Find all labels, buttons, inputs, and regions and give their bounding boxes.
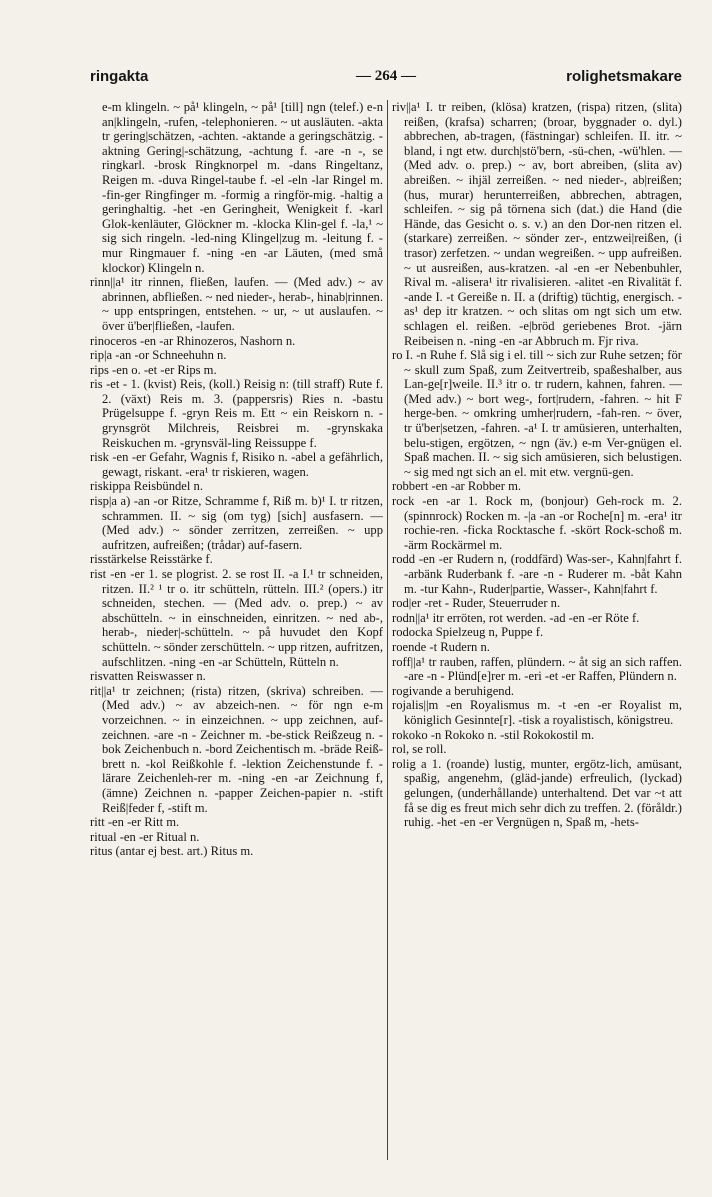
dictionary-entry: risstärkelse Reisstärke f. [90, 552, 213, 567]
dictionary-entry: roende -t Rudern n. [392, 639, 490, 654]
column-divider [387, 100, 388, 1160]
dictionary-entry: e-m klingeln. ~ på¹ klingeln, ~ på¹ [till] ngn (telef.) e-n an|klingeln, -rufen, -telephonieren. ~ ut auslӓuten. -akta tr gering|schätzen, -achten. -aktande a geringschätzig. -aktning Gering|-schätzung, -achtung f. -are -n -, se ringkarl. -brosk Ringknorpel m. -dans Ringeltanz, Reigen m. -duva Ringel-taube f. -el -eln -lar Ringel m. -fin-ger Ringfinger m. -formig a ringför-mig. -haltig a geringhaltig. -het -en Geringheit, Wenigkeit f. -karl Glok-kenläuter, Glöckner m. -klocka Klin-gel f. -la,¹ ~ sig sich ringeln. -led-ning Klingel|zug m. -leitung f. -mur Ringmauer f. -ning -en -ar Läuten, (med små klockor) Klingeln n. [102, 100, 383, 275]
left-column [90, 100, 383, 1165]
page-number: — 264 — [356, 68, 416, 84]
dictionary-entry: rip|a -an -or Schneehuhn n. [90, 348, 227, 363]
right-column [392, 100, 682, 1165]
dictionary-entry: risk -en -er Gefahr, Wagnis f, Risiko n. -abel a gefährlich, gewagt, riskant. -era¹ tr riskieren, wagen. [90, 450, 383, 479]
dictionary-entry: rodd -en -er Rudern n, (roddfärd) Was-ser-, Kahn|fahrt f. -arbänk Ruderbank f. -are -n - Ruderer m. -båt Kahn m. -tur Kahn-, Ruder|partie, Wasser-, Kahn|fahrt f. [392, 552, 682, 596]
dictionary-entry: rolig a 1. (roande) lustig, munter, ergötz-lich, amüsant, spaßig, angenehm, (gläd-jande) erfreulich, (lyckad) gelungen, (underhållande) unterhaltend. Det var ~t att få se dig es freut mich sehr dich zu treffen. 2. (föråldr.) ruhig. -het -en -er Vergnügen n, Spaß m, -hets- [392, 756, 682, 830]
dictionary-entry: rodocka Spielzeug n, Puppe f. [392, 625, 544, 640]
dictionary-entry: ritus (antar ej best. art.) Ritus m. [90, 844, 254, 859]
header-right-guide-word: rolighetsmakare [566, 68, 682, 85]
dictionary-entry: roff||a¹ tr rauben, raffen, plündern. ~ åt sig an sich raffen. -are -n - Plünd[e]rer m. -eri -et -er Raffen, Plündern n. [392, 654, 682, 684]
dictionary-entry: riskippa Reisbündel n. [90, 479, 203, 494]
dictionary-entry: ritt -en -er Ritt m. [90, 815, 180, 830]
dictionary-entry: rojalis||m -en Royalismus m. -t -en -er Royalist m, königlich Gesinnte[r]. -tisk a royalistisch, königstreu. [392, 698, 682, 727]
dictionary-entry: rod|er -ret - Ruder, Steuerruder n. [392, 596, 561, 611]
header-left-guide-word: ringakta [90, 68, 149, 85]
dictionary-entry: rol, se roll. [392, 742, 447, 757]
dictionary-entry: ro I. -n Ruhe f. Slå sig i el. till ~ sich zur Ruhe setzen; för ~ skull zum Spaß, zum Zeitvertreib, spaßeshalber, aus Lan-ge[r]weile. II.³ itr o. tr rudern, kahnen, fahren. — (Med adv.) ~ bort weg-, fort|rudern, -fahren. ~ hit F herge-ben. ~ omkring umher|rudern, -fah-ren. ~ över, tr ü'ber|setzen, -fahren. -a¹ I. tr amüsieren, unterhalten, belu-stigen, ergötzen, ~ ngn (äv.) e-m Ver-gnügen el. Spaß machen. II. ~ sig sich amüsieren, sich belustigen. ~ sig med ngt sich an el. mit etw. vergnü-gen. [392, 348, 682, 479]
dictionary-entry: rodn||a¹ itr erröten, rot werden. -ad -en -er Röte f. [392, 610, 640, 625]
dictionary-entry: rinn||a¹ itr rinnen, fließen, laufen. — (Med adv.) ~ av abrinnen, abfließen. ~ ned nieder-, herab-, hinab|rinnen. ~ upp entspringen, entstehen. ~ ur, ~ ut auslaufen. ~ över ü'ber|fließen, -laufen. [90, 275, 383, 333]
dictionary-entry: ris -et - 1. (kvist) Reis, (koll.) Reisig n: (till straff) Rute f. 2. (växt) Reis m. 3. (pappersris) Ries n. -bastu Prügelsuppe f. -gryn Reis m. Ett ~ ein Reiskorn n. -grynsgröt Milchreis, Reisbrei m. -grynskaka Reiskuchen m. -grynsväl-ling Reissuppe f. [90, 377, 383, 450]
dictionary-entry: ritual -en -er Ritual n. [90, 829, 200, 844]
page-header [90, 68, 682, 94]
dictionary-entry: risp|a a) -an -or Ritze, Schramme f, Riß m. b)¹ I. tr ritzen, schrammen. II. ~ sig (om tyg) [sich] ausfasern. — (Med adv.) ~ sönder zerritzen, zerreißen. ~ upp aufritzen, aufreißen; (trådar) auf-fasern. [90, 494, 383, 552]
dictionary-entry: rinoceros -en -ar Rhinozeros, Nashorn n. [90, 333, 296, 348]
dictionary-entry: rist -en -er 1. se plogrist. 2. se rost II. -a I.¹ tr schneiden, ritzen. II.² ¹ tr o. itr schütteln, rütteln. III.² (opers.) itr schneiden, stechen. — (Med adv. o. prep.) ~ av abschütteln. ~ in einschneiden, einritzen. ~ ned ab-, herab-, nieder|-schütteln. ~ på huvudet den Kopf schütteln. ~ sönder zerschütteln. ~ upp ritzen, aufritzen, aufschlitzen. -ning -en -ar Schütteln, Rütteln n. [90, 567, 383, 669]
dictionary-entry: rogivande a beruhigend. [392, 683, 515, 698]
dictionary-entry: rit||a¹ tr zeichnen; (rista) ritzen, (skriva) schreiben. — (Med adv.) ~ av abzeich-nen. ~ för ngn e-m vorzeichnen. ~ in einzeichnen. ~ upp zeichnen, auf-zeichnen. -are -n - Zeichner m. -be-stick Reißzeug n. -bok Zeichenbuch n. -bord Zeichentisch m. -bräde Reiß-brett n. -kol Reißkohle f. -lektion Zeichenstunde f. -lärare Zeichenleh-rer m. -ning -en -ar Zeichnung f, (ämne) Zeichnen n. -papper Zeichen-papier n. -stift Reiß|feder f, -stift m. [90, 683, 383, 815]
dictionary-entry: robbert -en -ar Robber m. [392, 479, 522, 494]
dictionary-entry: riv||a¹ I. tr reiben, (klösa) kratzen, (rispa) ritzen, (slita) reißen, (krafsa) scharren; (broar, byggnader o. dyl.) abbrechen, ab-tragen, (fästningar) schleifen. II. itr. ~ bland, i ngt etw. durch|stö'bern, -sü-chen, -wü'hlen. — (Med adv. o. prep.) ~ av, bort abreiben, (slita av) abreißen. ~ ihjäl zerreißen. ~ ned nieder-, ab|reißen; (hus, murar) herunterreißen, abbrechen, abtragen, schleifen. ~ sig på törnena sich (dat.) die Hand (die Hände, das Gesicht o. s. v.) an den Dor-nen ritzen el. (starkare) zerreißen. ~ sönder zer-, entzwei|reißen, (i trasor) zerfetzen. ~ undan wegreißen. ~ upp aufreißen. ~ ut ausreißen, aus-kratzen. -al -en -er Nebenbuhler, Rival m. -alisera¹ itr rivalisieren. -alitet -en Rivalität f. -ande I. -t Gereiße n. II. a (driftig) tüchtig, energisch. -as¹ dep itr kratzen. ~ och slitas om ngt sich um etw. schlagen el. reißen. -e|bröd geriebenes Brot. -järn Reibeisen n. -ning -en -ar Abbruch m. Fjr riva. [392, 100, 682, 348]
dictionary-entry: rips -en o. -et -er Rips m. [90, 362, 217, 377]
dictionary-entry: rock -en -ar 1. Rock m, (bonjour) Geh-rock m. 2. (spinnrock) Rocken m. -|a -an -or Roche[n] m. -era¹ itr rochie-ren. -ficka Rocktasche f. -skört Rock-schoß m. -ärm Rockärmel m. [392, 494, 682, 552]
dictionary-entry: risvatten Reiswasser n. [90, 669, 206, 684]
dictionary-entry: rokoko -n Rokoko n. -stil Rokokostil m. [392, 727, 595, 742]
